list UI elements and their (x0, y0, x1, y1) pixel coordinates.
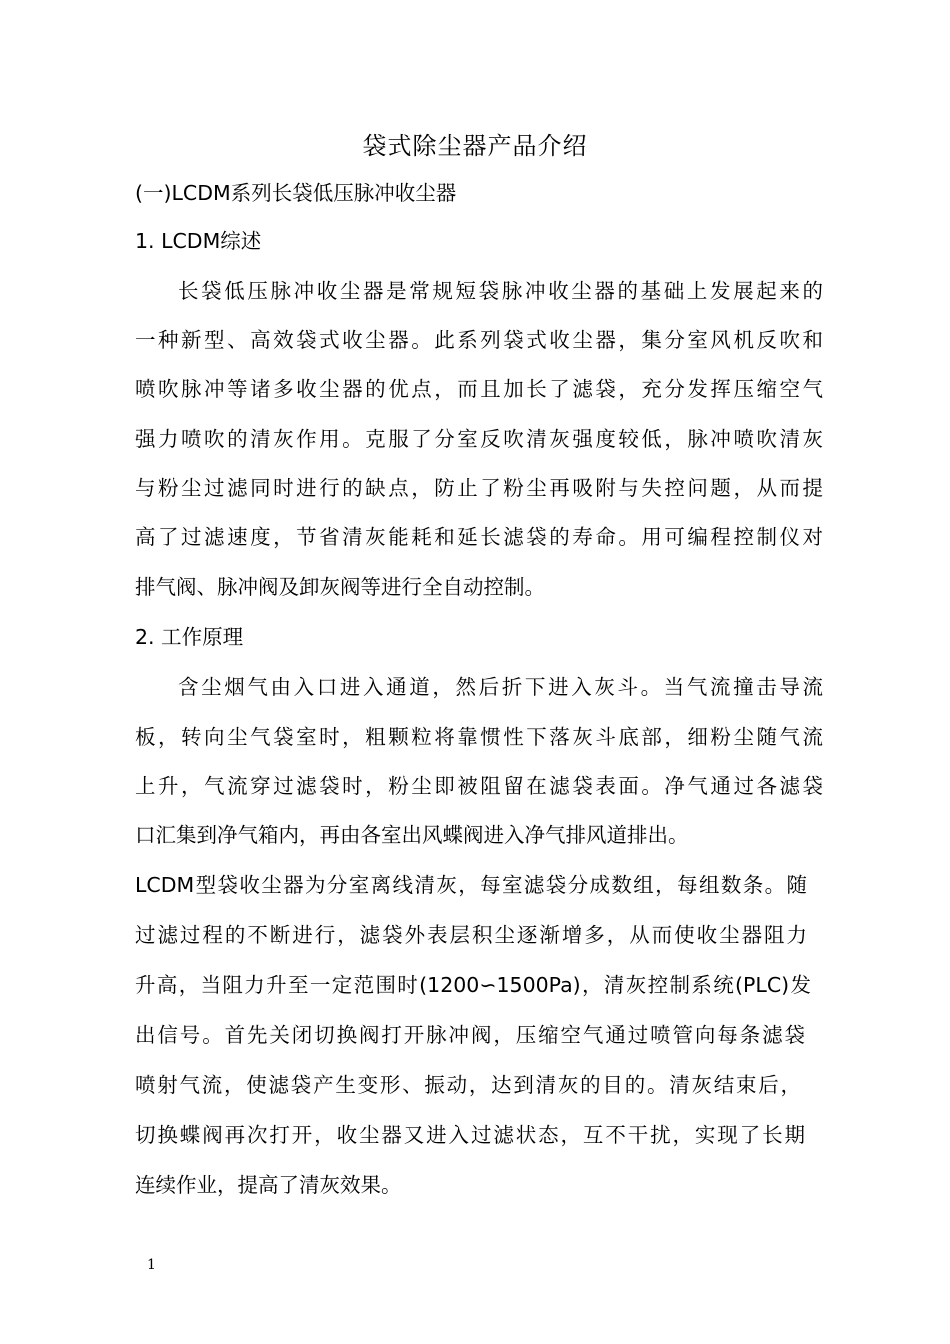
section-2-line-3: 上升，气流穿过滤袋时，粉尘即被阻留在滤袋表面。净气通过各滤袋 (135, 774, 823, 798)
section-1-line-1: 长袋低压脉冲收尘器是常规短袋脉冲收尘器的基础上发展起来的 (178, 279, 823, 303)
section-1-line-7: 排气阀、脉冲阀及卸灰阀等进行全自动控制。 (135, 575, 545, 599)
section-2-p2-line-4: 出信号。首先关闭切换阀打开脉冲阀，压缩空气通过喷管向每条滤袋 (135, 1023, 805, 1047)
section-2-p2-line-7: 连续作业，提高了清灰效果。 (135, 1173, 402, 1197)
section-2-p2-line-1: LCDM型袋收尘器为分室离线清灰，每室滤袋分成数组，每组数条。随 (135, 873, 807, 897)
section-1-line-4: 强力喷吹的清灰作用。克服了分室反吹清灰强度较低，脉冲喷吹清灰 (135, 427, 823, 451)
subtitle: (一)LCDM系列长袋低压脉冲收尘器 (135, 181, 457, 205)
section-2-p2-line-6: 切换蝶阀再次打开，收尘器又进入过滤状态，互不干扰，实现了长期 (135, 1123, 805, 1147)
section-2-heading: 2. 工作原理 (135, 625, 244, 649)
document-title: 袋式除尘器产品介绍 (362, 132, 588, 160)
page-number: 1 (147, 1257, 156, 1273)
section-2-p2-line-3: 升高，当阻力升至一定范围时(1200∽1500Pa)，清灰控制系统(PLC)发 (135, 973, 811, 997)
section-2-line-4: 口汇集到净气箱内，再由各室出风蝶阀进入净气排风道排出。 (135, 823, 689, 847)
section-2-line-1: 含尘烟气由入口进入通道，然后折下进入灰斗。当气流撞击导流 (178, 675, 823, 699)
section-1-line-3: 喷吹脉冲等诸多收尘器的优点，而且加长了滤袋，充分发挥压缩空气 (135, 377, 823, 401)
section-1-line-5: 与粉尘过滤同时进行的缺点，防止了粉尘再吸附与失控问题，从而提 (135, 476, 823, 500)
section-2-p2-line-5: 喷射气流，使滤袋产生变形、振动，达到清灰的目的。清灰结束后， (135, 1073, 801, 1097)
section-2-p2-line-2: 过滤过程的不断进行，滤袋外表层积尘逐渐增多，从而使收尘器阻力 (135, 923, 807, 947)
section-1-line-6: 高了过滤速度，节省清灰能耗和延长滤袋的寿命。用可编程控制仪对 (135, 525, 823, 549)
section-1-line-2: 一种新型、高效袋式收尘器。此系列袋式收尘器，集分室风机反吹和 (135, 328, 823, 352)
section-1-heading: 1. LCDM综述 (135, 229, 262, 253)
section-2-line-2: 板，转向尘气袋室时，粗颗粒将靠惯性下落灰斗底部，细粉尘随气流 (135, 725, 823, 749)
